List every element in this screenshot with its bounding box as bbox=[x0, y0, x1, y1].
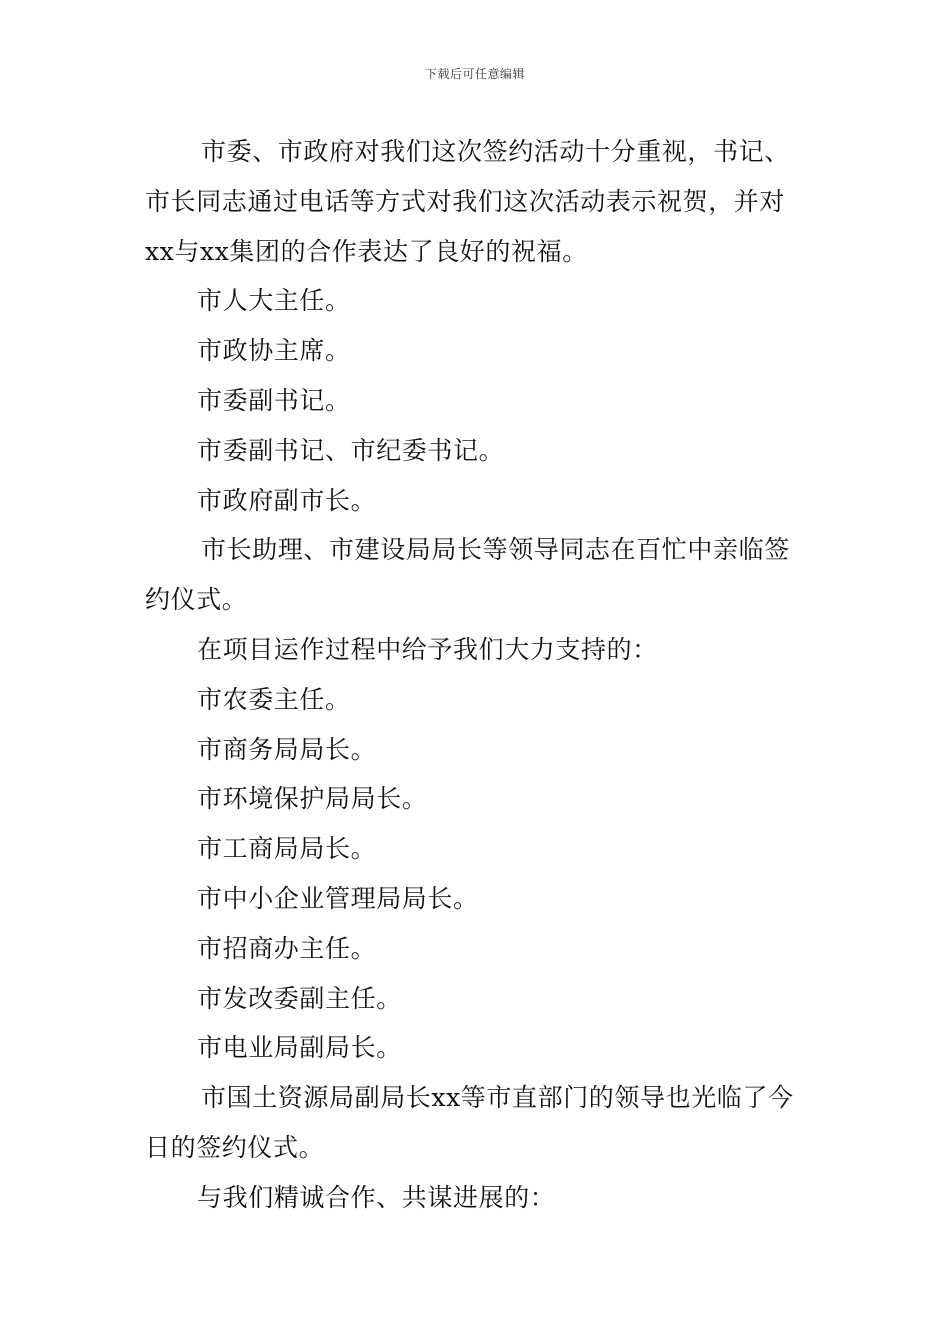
paragraph-line: 市招商办主任。 bbox=[197, 933, 377, 963]
paragraph-line: 市长同志通过电话等方式对我们这次活动表示祝贺，并对 bbox=[145, 186, 786, 216]
page-header-note: 下载后可任意编辑 bbox=[424, 67, 525, 81]
paragraph-line: 市电业局副局长。 bbox=[197, 1033, 402, 1063]
paragraph-line: 约仪式。 bbox=[145, 585, 248, 615]
paragraph-line: 市人大主任。 bbox=[197, 286, 351, 316]
paragraph-line: 市委副书记、市纪委书记。 bbox=[197, 435, 505, 465]
paragraph-line: 市政府副市长。 bbox=[197, 485, 377, 515]
document-body bbox=[145, 127, 810, 1223]
paragraph-line: xx与xx集团的合作表达了良好的祝福。 bbox=[145, 236, 588, 266]
paragraph-line: 市农委主任。 bbox=[197, 684, 351, 714]
paragraph-line: 市政协主席。 bbox=[197, 336, 351, 366]
paragraph-line: 市发改委副主任。 bbox=[197, 983, 402, 1013]
paragraph-line: 与我们精诚合作、共谋进展的： bbox=[197, 1182, 556, 1212]
paragraph-line: 在项目运作过程中给予我们大力支持的： bbox=[197, 634, 658, 664]
paragraph-line: 市商务局局长。 bbox=[197, 734, 377, 764]
paragraph-line: 市工商局局长。 bbox=[197, 834, 377, 864]
paragraph-line: 市长助理、市建设局局长等领导同志在百忙中亲临签 bbox=[201, 535, 790, 565]
paragraph-line: 市国土资源局副局长xx等市直部门的领导也光临了今 bbox=[201, 1083, 794, 1113]
paragraph-line: 市中小企业管理局局长。 bbox=[197, 883, 479, 913]
paragraph-line: 市委副书记。 bbox=[197, 385, 351, 415]
paragraph-line: 市环境保护局局长。 bbox=[197, 784, 428, 814]
paragraph-line: 日的签约仪式。 bbox=[145, 1132, 325, 1162]
paragraph-line: 市委、市政府对我们这次签约活动十分重视，书记、 bbox=[201, 137, 790, 166]
